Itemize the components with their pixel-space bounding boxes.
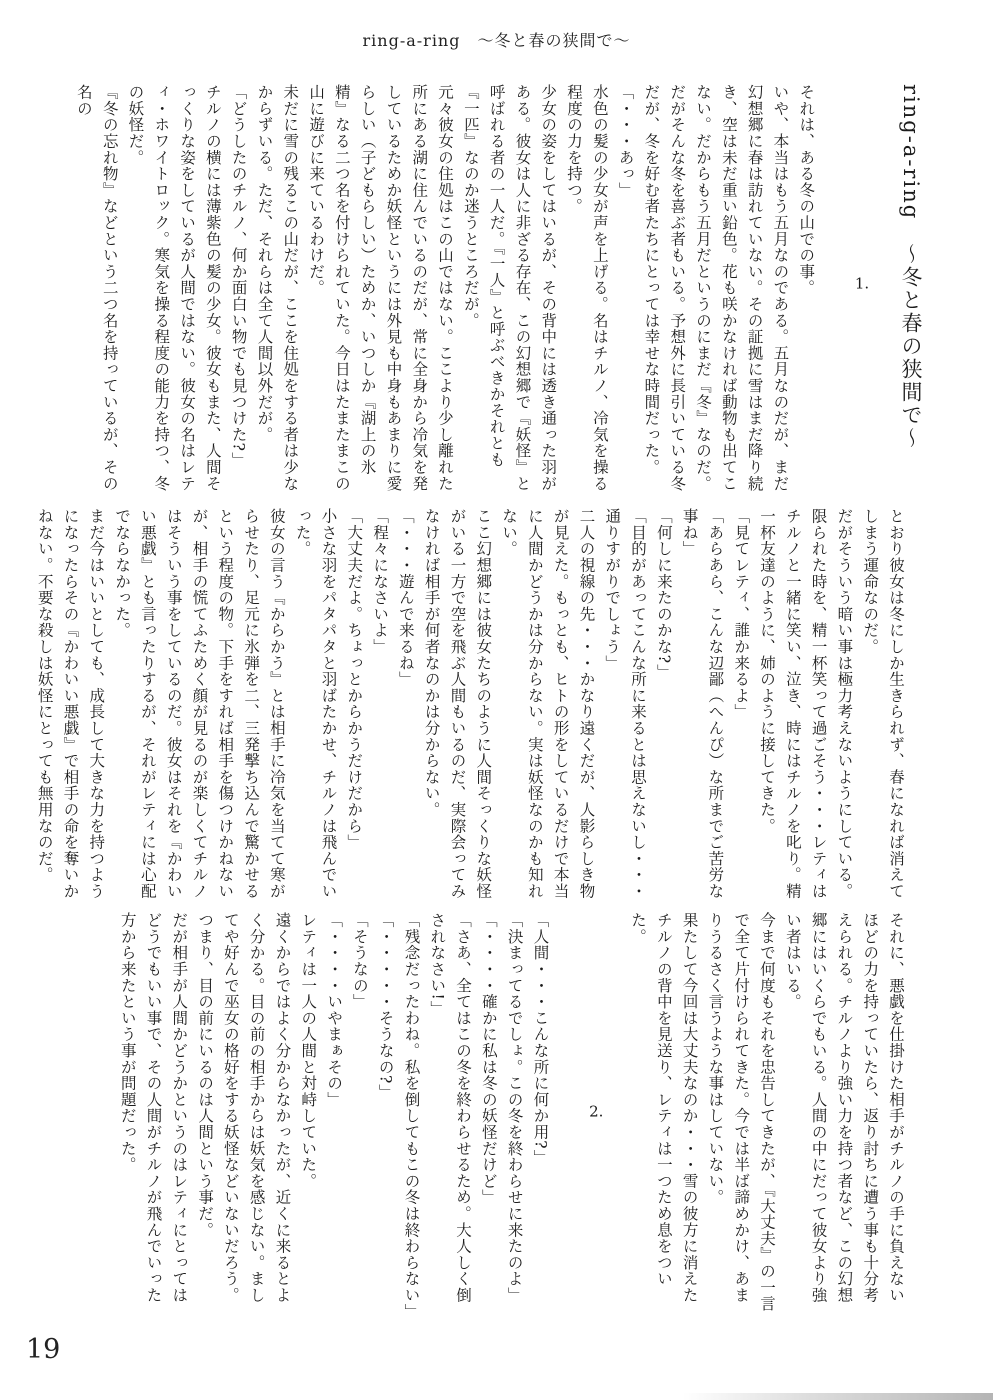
story-title: ring-a-ring ～冬と春の狭間で～ <box>899 84 923 451</box>
section-number <box>848 84 874 496</box>
paragraph: 遠くからではよく分からなかったが、近くに来るとよく分かる。目の前の相手からは妖気を感じない。ましてや好んで巫女の格好をする妖怪などいないだろう。つまり、目の前にいるのは人間という事だ。 <box>196 912 292 1304</box>
dialogue-line: 「見てレティ、誰か来るよ」 <box>732 508 751 720</box>
paragraph: 少女の姿をしてはいるが、その背中には透き通った羽がある。彼女は人に非ざる存在、この幻想郷で『妖怪』と呼ばれる者の一人だ。『一人』と呼ぶべきかそれとも『一匹』なのか迷うところだが。 <box>461 84 558 492</box>
dialogue-line: 「目的があってこんな所に来るとは思えないし・・・通りすがりでしょう」 <box>603 508 648 900</box>
text-band-2 <box>31 508 908 906</box>
dialogue-line: 「残念だったわね。私を倒してもこの冬は終わらない」 <box>402 912 421 1320</box>
dialogue-line: 「程々になさいよ」 <box>371 508 390 655</box>
page-number: 19 <box>26 1334 61 1365</box>
paragraph: 今まで何度もそれを忠告してきたが、『大丈夫』の一言で全て片付けられてきた。今では半ば諦めかけ、あまりうるさく言うような事はしていない。 <box>706 912 777 1312</box>
paragraph: それに、悪戯を仕掛けた相手がチルノの手に負えないほどの力を持っていたら、返り討ちに遭う事も十分考えられる。チルノより強い力を持つ者など、この幻想郷にはいくらでもいる。人間の中にだって彼女より強い者はいる。 <box>783 912 905 1304</box>
text-band-1 <box>70 84 930 496</box>
dialogue-line: 「人間・・・こんな所に何か用?」 <box>531 912 550 1166</box>
dialogue-line: 「どうしたのチルノ、何か面白い物でも見つけた?」 <box>229 84 248 469</box>
dialogue-line: 「そうなの」 <box>350 912 369 1010</box>
dialogue-line: 「・・・・確かに私は冬の妖怪だけど」 <box>479 912 498 1206</box>
dialogue-line: 「何しに来たのかな?」 <box>654 508 673 681</box>
paragraph: 『冬の忘れ物』などという二つ名を持っているが、その名の <box>74 84 119 492</box>
dialogue-line: 「大丈夫だよ。ちょっとからかうだけだから」 <box>345 508 364 851</box>
paragraph: とおり彼女は冬にしか生きられず、春になれば消えてしまう運命なのだ。 <box>861 508 905 900</box>
section-number-digits: 2. <box>589 1104 604 1119</box>
paragraph: ここ幻想郷には彼女たちのように人間そっくりな妖怪がいる一方で空を飛ぶ人間もいるのだ、実際会ってみなければ相手が何者なのかは分からない。 <box>422 508 493 900</box>
section-number <box>582 912 608 1318</box>
paragraph: 元々彼女の住処はこの山ではない。ここより少し離れた所にある湖に住んでいるのだが、常に全身から冷気を発しているためか妖怪というには外見も中身もあまりに愛らしい（子どもらしい）ためか、いつしか『湖上の氷精』なる二つ名を付けられていた。今日はたまたまこの山に遊びに来ているわけだ。 <box>307 84 455 492</box>
paragraph: だが相手が人間かどうかというのはレティにとってはどうでもいい事で、その人間がチルノが飛んでいった方から来たという事が問題だった。 <box>118 912 189 1304</box>
dialogue-line: 「・・・遊んで来るね」 <box>396 508 415 688</box>
running-header: ring-a-ring ～冬と春の狭間で～ <box>362 31 631 50</box>
text-band-3 <box>114 912 908 1318</box>
dialogue-line: 「あらあら、こんな辺鄙（へんぴ）な所までご苦労な事ね」 <box>680 508 725 900</box>
paragraph: だがそんな冬を喜ぶ者もいる。予想外に長引いている冬だが、冬を好む者たちにとっては幸せな時間だった。 <box>642 84 687 492</box>
paragraph: チルノの横には薄紫色の髪の少女。彼女もまた、人間そっくりな姿をしているが人間ではない。彼女の名はレティ・ホワイトロック。寒気を操る程度の能力を持つ、冬の妖怪だ。 <box>126 84 222 492</box>
section-number-digits: 1. <box>854 276 870 291</box>
paragraph: それは、ある冬の山での事。 <box>797 84 816 296</box>
paragraph: 彼女の言う『からかう』とは相手に冷気を当てて寒がらせたり、足元に氷弾を二、三発撃ち込んで驚かせるという程度の物。下手をすれば相手を傷つけかねないが、相手の慌てふためく顔が見るのが楽しくてチルノはそういう事をしているのだ。彼女はそれを『かわいい悪戯』とも言ったりするが、それがレティには心配でならなかった。 <box>113 508 286 900</box>
paragraph: 二人の視線の先・・・かなり遠くだが、人影らしき物が見えた。もっとも、ヒトの形をしているだけで本当に人間かどうかは分からない。実は妖怪なのかも知れない。 <box>500 508 596 900</box>
paragraph: 小さな羽をパタパタと羽ばたかせ、チルノは飛んでいった。 <box>293 508 338 900</box>
paragraph: いや、本当はもう五月なのである。五月なのだが、まだ幻想郷に春は訪れていない。その証拠に雪はまだ降り続き、空は未だ重い鉛色。花も咲かなければ動物も出てこない。だからもう五月だというのにまだ『冬』なのだ。 <box>694 84 790 492</box>
scan-edge-artifact <box>683 1393 993 1400</box>
paragraph: 果たして今回は大丈夫なのか・・・雪の彼方に消えたチルノの背中を見送り、レティは一つため息をついた。 <box>629 912 699 1304</box>
paragraph: まだ今はいいとしても、成長して大きな力を持つようになったらその『かわいい悪戯』で相手の命を奪いかねない。不要な殺しは妖怪にとっても無用なのだ。 <box>35 508 106 900</box>
paragraph: 水色の髪の少女が声を上げる。名はチルノ、冷気を操る程度の力を持つ。 <box>565 84 609 492</box>
paragraph: レティは一人の人間と対峙していた。 <box>299 912 318 1190</box>
dialogue-line: 「決まってるでしょ。この冬を終わらせに来たのよ」 <box>505 912 524 1304</box>
dialogue-line: 「・・・・いやまぁその」 <box>325 912 344 1108</box>
dialogue-line: 「・・・・・そうなの?」 <box>376 912 395 1101</box>
paragraph: だがそういう暗い事は極力考えないようにしている。限られた時を、精一杯笑って過ごそう・・・レティはチルノと一緒に笑い、泣き、時にはチルノを叱り。精一杯友達のように、姉のように接してきた。 <box>758 508 854 900</box>
dialogue-line: 「さあ、全てはこの冬を終わらせるため。大人しく倒されなさい!」 <box>428 912 473 1304</box>
paragraph: 未だに雪の残るこの山だが、ここを住処をする者は少なからずいる。ただ、それらは全て人間以外だが。 <box>255 84 300 492</box>
dialogue-line: 「・・・あっ」 <box>616 84 635 199</box>
